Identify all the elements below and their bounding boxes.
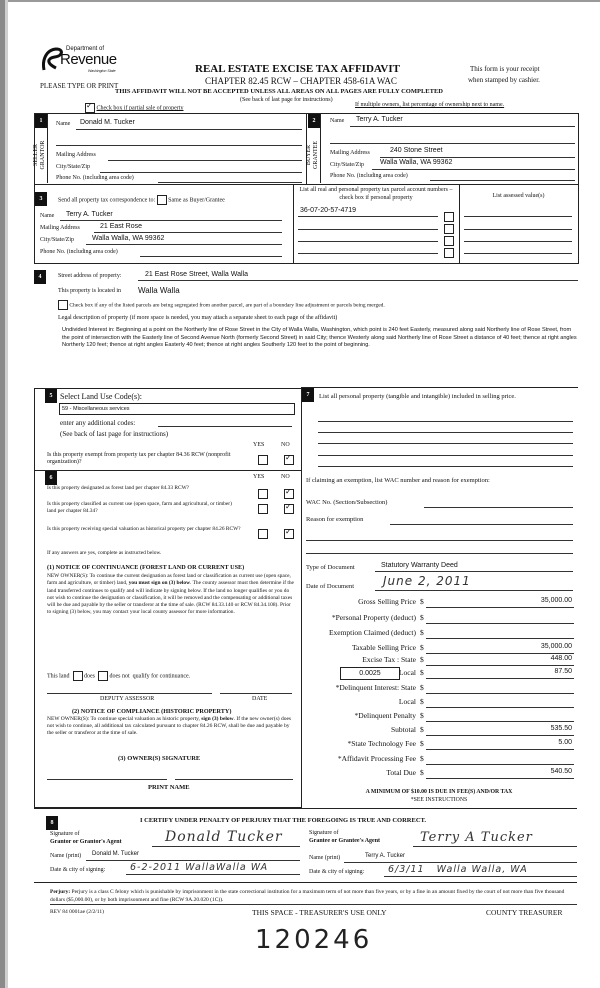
notice2-text-bold: sign (3) below — [201, 716, 234, 722]
correspondence-phone-input[interactable] — [140, 256, 282, 257]
owner-signature-input[interactable] — [47, 779, 167, 780]
section-6-badge: 6 — [45, 471, 57, 485]
qualify-label: qualify for continuance. — [132, 673, 191, 680]
street-address-input[interactable]: 21 East Rose Street, Walla Walla — [145, 271, 248, 278]
wac-label: WAC No. (Section/Subsection) — [306, 499, 388, 506]
located-in-label: This property is located in — [58, 288, 121, 294]
seller-city-input[interactable] — [100, 172, 302, 173]
personal-property-line-5[interactable] — [318, 466, 573, 467]
section-3-badge: 3 — [35, 192, 47, 206]
grantee-name-input[interactable]: Terry A. Tucker — [365, 853, 406, 859]
grantor-name-label: Name (print) — [50, 853, 82, 859]
land-use-label: Select Land Use Code(s): — [60, 392, 142, 401]
dollar-sign: $ — [420, 655, 424, 664]
exemption-label: If claiming an exemption, list WAC number and reason for exemption: — [306, 477, 490, 484]
taxable-selling-price-label: Taxable Selling Price — [351, 643, 416, 652]
doc-type-label: Type of Document — [306, 564, 355, 571]
total-due-row[interactable] — [300, 768, 578, 780]
wac-input[interactable] — [424, 507, 573, 508]
perjury-notice — [50, 888, 577, 905]
state-technology-fee-row[interactable] — [300, 739, 578, 751]
does-not-qualify-checkbox[interactable] — [98, 671, 108, 681]
subtotal-value[interactable]: 535.50 — [550, 725, 572, 732]
segregated-field[interactable] — [58, 300, 578, 310]
dollar-sign: $ — [420, 683, 424, 692]
print-name-label: PRINT NAME — [148, 784, 190, 791]
correspondence-divider — [293, 184, 294, 263]
treasurer-use-label: THIS SPACE - TREASURER'S USE ONLY — [252, 908, 387, 917]
assessed-value-3[interactable] — [464, 241, 572, 242]
grantor-signature[interactable]: Donald Tucker — [165, 829, 283, 845]
section-8-top-rule — [34, 808, 577, 809]
notice-continuance-title: (1) NOTICE OF CONTINUANCE (FOREST LAND OR CURRENT USE) — [47, 564, 245, 571]
notice1-text-a: NEW OWNER(S): To continue the current designation as forest land or classification as current use (open space, farm and agriculture, or timber) land, — [47, 573, 291, 587]
section-2-badge: 2 — [308, 114, 320, 128]
instructions-note: (See back of last page for instructions) — [240, 97, 333, 103]
delinquent-penalty-label: *Delinquent Penalty — [354, 711, 416, 720]
dollar-sign: $ — [420, 725, 424, 734]
gross-selling-price-label: Gross Selling Price — [358, 597, 416, 606]
subtotal-row[interactable] — [300, 725, 578, 737]
legal-description-label: Legal description of property (if more space is needed, you may attach a separate sheet to each page of the affidavit) — [58, 315, 338, 321]
grantor-name-input[interactable]: Donald M. Tucker — [92, 851, 140, 857]
no-header-6: NO — [281, 474, 290, 480]
deputy-assessor-label: DEPUTY ASSESSOR — [100, 696, 155, 702]
form-id: REV 84 0001ae (2/2/11) — [50, 909, 104, 915]
segregated-checkbox[interactable] — [58, 300, 68, 310]
delinquent-interest-local-row[interactable] — [300, 697, 578, 709]
county-treasurer-label: COUNTY TREASURER — [486, 908, 563, 917]
street-address-label: Street address of property: — [58, 273, 122, 279]
grantee-signature-label-1: Signature of — [309, 830, 339, 836]
reason-line-3[interactable] — [306, 553, 573, 554]
acceptance-warning: THIS AFFIDAVIT WILL NOT BE ACCEPTED UNLESS ALL AREAS ON ALL PAGES ARE FULLY COMPLETED — [115, 88, 443, 95]
exempt-no-checkbox[interactable] — [284, 451, 294, 469]
parcel-line-1 — [298, 216, 438, 217]
does-not-label: does not — [109, 673, 130, 680]
correspondence-mailing-line — [94, 232, 282, 233]
dollar-sign: $ — [420, 754, 424, 763]
excise-tax-state-value[interactable]: 448.00 — [550, 655, 572, 662]
receipt-note-2: when stamped by cashier. — [468, 76, 540, 84]
stamp-number: 120246 — [255, 925, 373, 955]
gross-selling-price-value[interactable]: 35,000.00 — [540, 597, 572, 604]
seller-phone-label: Phone No. (including area code) — [56, 175, 134, 181]
correspondence-name-line — [60, 220, 282, 221]
grantee-signature-line — [413, 846, 577, 847]
located-in-value[interactable]: Walla Walla — [138, 286, 180, 295]
section-7-badge: 7 — [302, 388, 314, 402]
section-5-6-divider — [34, 470, 301, 471]
grantee-signature[interactable]: Terry A Tucker — [420, 830, 533, 845]
deputy-assessor-date[interactable] — [220, 693, 292, 694]
correspondence-city-label: City/State/Zip — [40, 237, 74, 243]
buyer-mailing-line — [380, 157, 575, 158]
doc-type-input[interactable]: Statutory Warranty Deed — [381, 562, 458, 569]
historic-no-checkbox[interactable] — [284, 525, 294, 543]
yes-header-6: YES — [253, 474, 265, 480]
buyer-phone-label: Phone No. (including area code) — [330, 173, 408, 179]
affidavit-processing-fee-row[interactable] — [300, 754, 578, 766]
delinquent-interest-state-row[interactable] — [300, 683, 578, 695]
buyer-name-line-2 — [330, 143, 575, 144]
if-yes-note: If any answers are yes, complete as instructed below. — [47, 550, 162, 556]
doc-date-label: Date of Document — [306, 583, 355, 590]
notice1-text-bold: you must sign on (3) below — [128, 580, 190, 587]
reason-label: Reason for exemption — [306, 516, 364, 523]
correspondence-mailing-input[interactable]: 21 East Rose — [100, 223, 143, 230]
excise-tax-local-row[interactable] — [300, 668, 578, 680]
forest-land-question: Is this property designated as forest land per chapter 84.33 RCW? — [47, 485, 190, 491]
perjury-certification: I CERTIFY UNDER PENALTY OF PERJURY THAT THE FOREGOING IS TRUE AND CORRECT. — [140, 817, 427, 824]
grantor-name-line — [86, 860, 300, 861]
grantor-signature-label-1: Signature of — [50, 831, 80, 837]
local-rate-input[interactable]: 0.0025 — [340, 667, 400, 680]
send-correspondence-text: Send all property tax correspondence to: — [58, 197, 156, 204]
current-use-question: Is this property classified as current use (open space, farm and agricultural, or timber) land per chapter 84.34? — [47, 501, 232, 514]
buyer-city-input[interactable]: Walla Walla, WA 99362 — [380, 159, 453, 166]
doc-type-line — [375, 571, 573, 572]
reason-line-2[interactable] — [306, 540, 573, 541]
this-land-label: This land — [47, 673, 70, 680]
doc-date-input[interactable]: June 2, 2011 — [383, 574, 471, 588]
seller-name-input[interactable]: Donald M. Tucker — [80, 119, 135, 126]
excise-tax-state-row[interactable] — [300, 655, 578, 667]
subtotal-label: Subtotal — [390, 725, 416, 734]
grantor-date-label: Date & city of signing: — [50, 867, 106, 873]
grantee-date-label: Date & city of signing: — [309, 869, 365, 875]
correspondence-city-line — [86, 244, 282, 245]
date-label: DATE — [252, 696, 268, 702]
send-correspondence-label — [58, 195, 225, 205]
exemption-claimed-row[interactable] — [300, 628, 578, 640]
personal-property-label: List all personal property (tangible and intangible) included in selling price. — [319, 393, 516, 400]
scan-edge-shadow — [5, 0, 8, 988]
dor-logo — [40, 42, 125, 82]
grantee-name-line — [344, 862, 577, 863]
partial-sale-checkbox[interactable] — [85, 103, 95, 113]
parcel-line-2[interactable] — [298, 229, 438, 230]
notice-compliance-title: (2) NOTICE OF COMPLIANCE (HISTORIC PROPERTY) — [72, 708, 232, 715]
logo-line1: Department of — [66, 46, 105, 52]
assessed-value-1[interactable] — [464, 216, 572, 217]
grantor-signature-label-2: Grantor or Grantor's Agent — [50, 839, 122, 845]
doc-date-line — [375, 590, 573, 591]
buyer-city-line — [372, 169, 575, 170]
seller-mailing-input[interactable] — [108, 160, 302, 161]
taxable-selling-price-row[interactable] — [300, 643, 578, 655]
correspondence-city-input[interactable]: Walla Walla, WA 99362 — [92, 235, 165, 242]
total-due-value[interactable]: 540.50 — [550, 768, 572, 775]
section-5-badge: 5 — [45, 389, 57, 403]
grantor-signature-line — [152, 846, 300, 847]
dollar-sign: $ — [420, 697, 424, 706]
personal-property-deduct-label: *Personal Property (deduct) — [331, 613, 416, 622]
section-8-badge: 8 — [46, 816, 58, 830]
seller-name-line-2 — [56, 145, 302, 146]
seller-mailing-label: Mailing Address — [56, 152, 96, 158]
current-use-no-checkbox[interactable] — [284, 500, 294, 518]
perjury-text: Perjury is a class C felony which is punishable by imprisonment in the state correctional institution for a maximum term of not more than five years, or by a fine in an amount fixed by the court of not more than five thousand dollars ($5,000.00), or by both imprisonment and fine (RCW 9A.20.020 (1C)). — [50, 889, 565, 903]
buyer-phone-input[interactable] — [430, 180, 575, 181]
historic-yes-checkbox[interactable] — [258, 525, 268, 543]
dollar-sign: $ — [420, 597, 424, 606]
dollar-sign: $ — [420, 643, 424, 652]
section-8-bottom-rule — [34, 882, 577, 883]
same-as-buyer-label: Same as Buyer/Grantee — [168, 197, 225, 204]
see-back-note: (See back of last page for instructions) — [60, 430, 169, 438]
receipt-note-1: This form is your receipt — [470, 65, 540, 73]
buyer-mailing-input[interactable]: 240 Stone Street — [390, 147, 443, 154]
parcel-header: List all real and personal property tax parcel account numbers – check box if personal property — [299, 187, 453, 201]
owner-signature-input-2[interactable] — [175, 779, 293, 780]
same-as-buyer-checkbox[interactable] — [157, 195, 167, 205]
state-technology-fee-value[interactable]: 5.00 — [558, 739, 572, 746]
delinquent-interest-state-label: *Delinquent Interest: State — [335, 683, 416, 692]
logo-line2: Revenue — [60, 51, 117, 68]
seller-name-line — [76, 129, 302, 130]
historic-question: Is this property receiving special valuation as historical property per chapter 84.26 RCW? — [47, 526, 241, 532]
buyer-label-divider — [320, 114, 321, 183]
segregated-label: Check box if any of the listed parcels are being segregated from another parcel, are part of a boundary line adjustment or parcels being merged. — [69, 302, 385, 309]
buyer-name-label: Name — [330, 118, 345, 124]
additional-codes-input[interactable] — [158, 426, 292, 427]
deputy-assessor-signature[interactable] — [47, 693, 212, 694]
personal-property-checkbox-4[interactable] — [444, 244, 454, 262]
grantor-date-input[interactable]: 6-2-2011 WallaWalla WA — [130, 862, 269, 873]
dollar-sign: $ — [420, 711, 424, 720]
partial-sale-field[interactable] — [85, 103, 183, 113]
exemption-claimed-label: Exemption Claimed (deduct) — [328, 628, 416, 637]
grantee-signature-label-2: Grantee or Grantee's Agent — [309, 838, 381, 844]
land-use-select[interactable]: 59 - Miscellaneous services — [59, 403, 295, 415]
buyer-name-line — [350, 126, 575, 127]
section-4-badge: 4 — [34, 270, 46, 284]
notice2-text-a: NEW OWNER(S): To continue special valuation as historic property, — [47, 716, 202, 722]
delinquent-interest-local-label: Local — [398, 697, 416, 706]
buyer-mailing-label: Mailing Address — [330, 150, 370, 156]
excise-tax-local-value[interactable]: 87.50 — [554, 668, 572, 675]
dollar-sign: $ — [420, 768, 424, 777]
taxable-selling-price-value[interactable]: 35,000.00 — [540, 643, 572, 650]
correspondence-name-label: Name — [40, 213, 55, 219]
dollar-sign: $ — [420, 628, 424, 637]
see-instructions-note: *SEE INSTRUCTIONS — [410, 797, 468, 803]
grantee-name-label: Name (print) — [309, 855, 341, 861]
logo-line3: Washington State — [88, 69, 116, 73]
buyer-city-label: City/State/Zip — [330, 162, 364, 168]
form-subtitle: CHAPTER 82.45 RCW – CHAPTER 458-61A WAC — [205, 76, 397, 86]
assessed-header: List assessed value(s) — [492, 193, 545, 199]
buyer-name-input[interactable]: Terry A. Tucker — [356, 116, 403, 123]
notice-continuance-body — [47, 573, 295, 617]
seller-name-label: Name — [56, 121, 71, 127]
no-header-5: NO — [281, 442, 290, 448]
perjury-bold: Perjury: — [50, 889, 71, 895]
correspondence-name-input[interactable]: Terry A. Tucker — [66, 211, 113, 218]
notice2-text-b: . If the new owner(s) does not wish to continue, all additional tax calculated pursuant to chapter 84.26 RCW, shall be due and payable by the seller or transferor at the time of sale. — [47, 716, 292, 736]
correspondence-mailing-label: Mailing Address — [40, 225, 80, 231]
correspondence-phone-label: Phone No. (including area code) — [40, 249, 118, 255]
affidavit-processing-fee-label: *Affidavit Processing Fee — [337, 754, 416, 763]
exempt-question: Is this property exempt from property tax per chapter 84.36 RCW (nonprofit organization)? — [47, 452, 231, 465]
qualify-row — [47, 671, 190, 681]
dollar-sign: $ — [420, 668, 424, 677]
yes-header-5: YES — [253, 442, 265, 448]
seller-phone-input[interactable] — [158, 182, 302, 183]
seller-label-divider — [47, 114, 48, 183]
assessed-value-2[interactable] — [464, 229, 572, 230]
section-1-badge: 1 — [35, 114, 47, 128]
form-title: REAL ESTATE EXCISE TAX AFFIDAVIT — [195, 63, 400, 75]
legal-description-text[interactable]: Undivided Interest in: Beginning at a point on the Northerly line of Rose Street in the City of Walla Walla, Washington, which point is 240 feet Easterly, measured along said Northerly line of Rose Street, from the point of intersection with the Easterly line of Second Avenue North (formerly Second Street) in said City; thence Westerly along said Northerly line of Rose Street a distance of 40 feet; thence at right angles Northerly 120 feet; thence at right angles Easterly 40 feet; thence at right angles Southerly 120 feet to the point of beginning. — [62, 327, 577, 348]
minimum-due-note: A MINIMUM OF $10.00 IS DUE IN FEE(S) AND/OR TAX — [365, 789, 513, 795]
personal-property-deduct-row[interactable] — [300, 613, 578, 625]
delinquent-penalty-row[interactable] — [300, 711, 578, 723]
notice-compliance-body — [47, 716, 292, 737]
dollar-sign: $ — [420, 739, 424, 748]
state-technology-fee-label: *State Technology Fee — [347, 739, 416, 748]
personal-property-line-4[interactable] — [318, 455, 573, 456]
grantee-date-line — [384, 876, 577, 877]
buyer-grantee-label: BUYER GRANTEE — [306, 141, 319, 169]
personal-property-line-1[interactable] — [318, 421, 573, 422]
excise-tax-state-label: Excise Tax : State — [362, 655, 416, 664]
notice1-text-b: . The county assessor must then determine if the land transferred continues to qualify and will indicate by signing below. If the land no longer qualifies or you do not wish to continue the designation or classification, it will be removed and the compensating or additional taxes will be due and payable by the seller or transferor at the time of sale. (RCW 84.33.140 or RCW 84.34.108). Prior to signing (3) below, you may contact your local county assessor for more information. — [47, 580, 294, 616]
seller-city-label: City/State/Zip — [56, 164, 90, 170]
multiple-owners-note: If multiple owners, list percentage of ownership next to name. — [355, 102, 505, 108]
parcel-line-3[interactable] — [298, 241, 438, 242]
gross-selling-price-row[interactable] — [300, 597, 578, 609]
total-due-label: Total Due — [386, 768, 416, 777]
personal-property-line-2[interactable] — [318, 432, 573, 433]
current-use-yes-checkbox[interactable] — [258, 500, 268, 518]
grantor-date-line — [126, 874, 300, 875]
parcel-line-4[interactable] — [298, 253, 438, 254]
exempt-yes-checkbox[interactable] — [258, 451, 268, 469]
street-address-line — [138, 280, 578, 281]
reason-input[interactable] — [390, 524, 573, 525]
additional-codes-label: enter any additional codes: — [60, 419, 136, 427]
does-qualify-checkbox[interactable] — [73, 671, 83, 681]
owner-signature-title: (3) OWNER(S) SIGNATURE — [118, 755, 201, 762]
assessed-divider — [459, 184, 460, 263]
grantee-date-input[interactable]: 6/3/11 Walla Walla, WA — [388, 864, 528, 875]
dollar-sign: $ — [420, 613, 424, 622]
parcel-number-1[interactable]: 36-07-20-57-4719 — [300, 207, 357, 214]
seller-grantor-label: SELLER GRANTOR — [33, 140, 46, 170]
scan-edge-top — [0, 0, 600, 2]
personal-property-line-3[interactable] — [318, 443, 573, 444]
excise-tax-local-label: Local — [398, 668, 416, 677]
assessed-value-4[interactable] — [464, 253, 572, 254]
does-label: does — [84, 673, 95, 680]
please-type-label: PLEASE TYPE OR PRINT — [40, 82, 119, 90]
partial-sale-label: Check box if partial sale of property — [96, 105, 184, 112]
